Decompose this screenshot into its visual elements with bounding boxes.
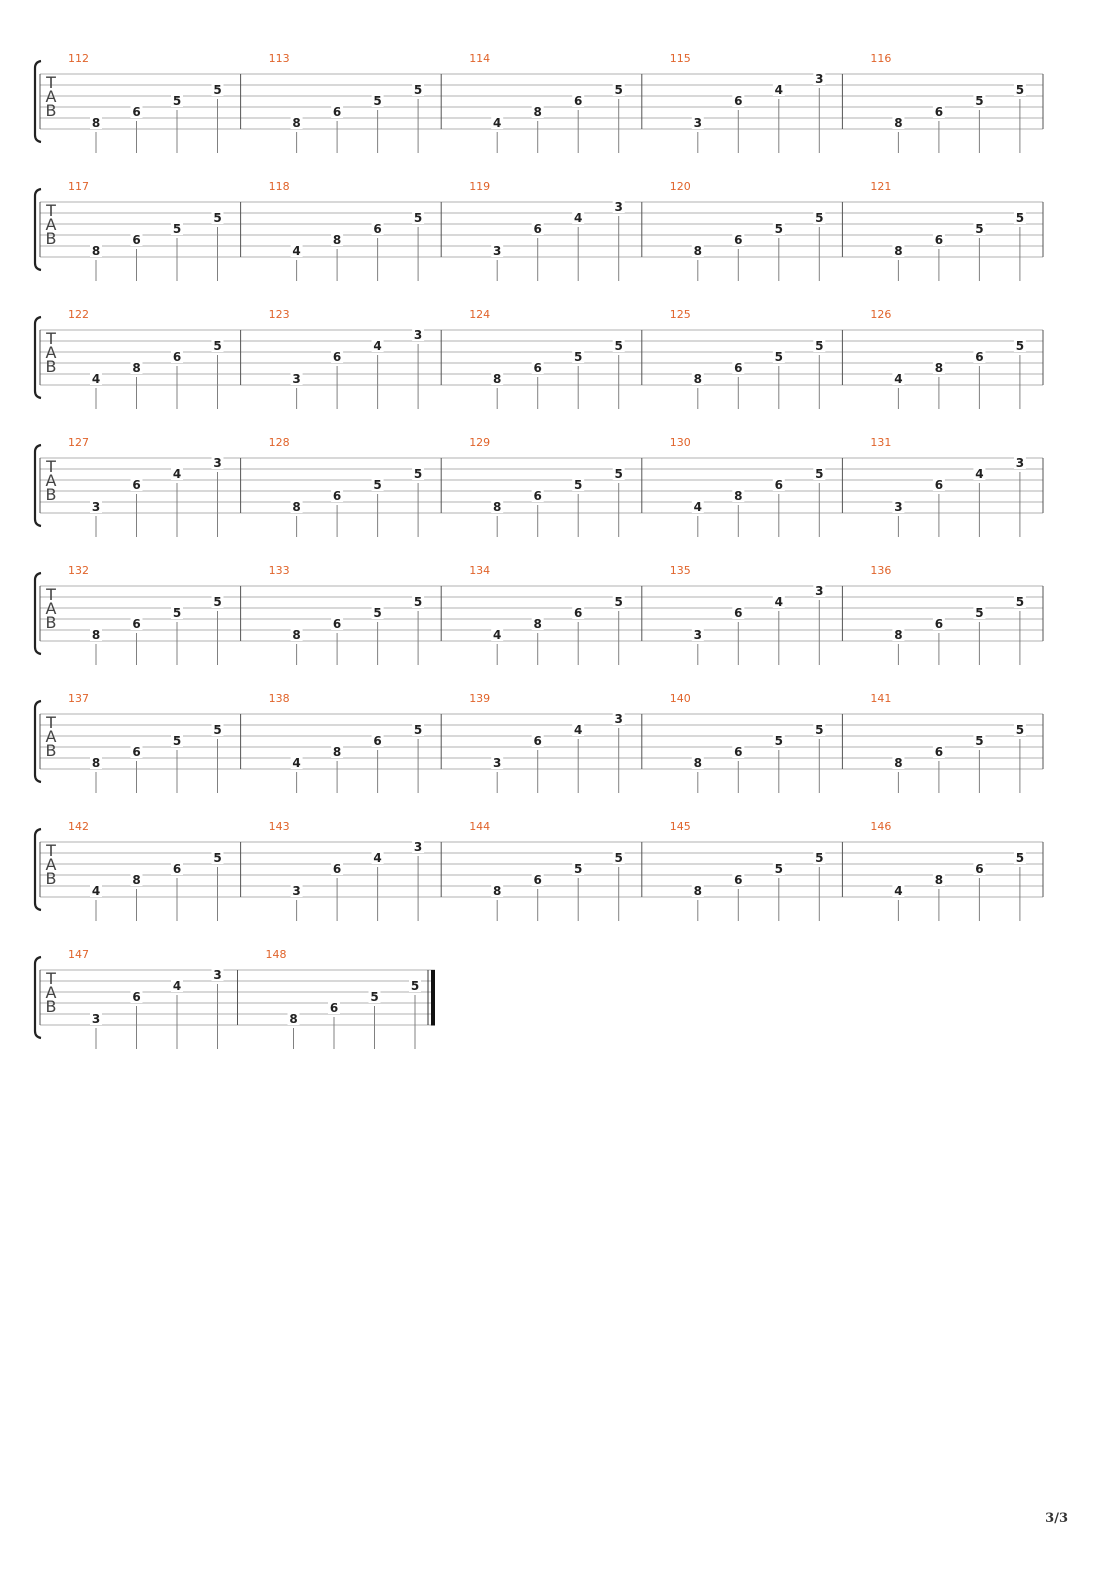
fret-number: 5 <box>774 862 783 876</box>
fret-number: 6 <box>332 350 342 364</box>
fret-number: 5 <box>413 83 423 97</box>
measure-number: 117 <box>68 180 89 193</box>
fret-number: 5 <box>373 606 382 620</box>
tab-clef-letter: T <box>46 841 56 860</box>
measure-number: 135 <box>669 564 691 577</box>
fret-number: 8 <box>693 372 702 386</box>
measure <box>870 180 1043 281</box>
fret-number: 8 <box>91 756 101 770</box>
tab-clef-letter: T <box>46 201 56 220</box>
fret-number: 6 <box>332 105 342 119</box>
fret-number: 6 <box>734 606 743 620</box>
measure <box>469 308 642 409</box>
fret-number: 6 <box>574 606 583 620</box>
tab-system <box>35 948 435 1049</box>
fret-number: 3 <box>91 1012 101 1026</box>
measure-number: 148 <box>265 948 287 961</box>
measure <box>469 564 642 665</box>
fret-number: 4 <box>172 979 182 993</box>
tab-clef-letter: B <box>45 357 57 376</box>
measure-number: 136 <box>870 564 892 577</box>
measure <box>68 948 238 1049</box>
fret-number: 5 <box>815 211 824 225</box>
tab-system <box>35 308 1043 409</box>
tab-clef-letter: A <box>45 983 57 1002</box>
fret-number: 6 <box>934 745 944 759</box>
fret-number: 5 <box>614 83 623 97</box>
fret-number: 5 <box>815 467 824 481</box>
fret-number: 6 <box>132 233 141 247</box>
fret-number: 5 <box>1015 723 1025 737</box>
fret-number: 5 <box>815 851 824 865</box>
tab-system <box>35 436 1043 537</box>
fret-number: 6 <box>734 94 743 108</box>
measure-number: 115 <box>669 52 691 65</box>
fret-number: 3 <box>614 712 623 726</box>
fret-number: 8 <box>289 1012 298 1026</box>
fret-number: 4 <box>91 884 101 898</box>
fret-number: 8 <box>894 116 903 130</box>
fret-number: 5 <box>614 339 623 353</box>
tab-system <box>35 820 1043 921</box>
fret-number: 6 <box>734 361 743 375</box>
fret-number: 5 <box>1015 595 1025 609</box>
measure <box>68 52 241 153</box>
fret-number: 6 <box>934 617 944 631</box>
measure <box>469 820 642 921</box>
fret-number: 8 <box>132 361 141 375</box>
fret-number: 8 <box>91 116 101 130</box>
fret-number: 4 <box>774 595 783 609</box>
measure <box>269 820 442 921</box>
tab-system <box>35 52 1043 153</box>
fret-number: 5 <box>774 734 783 748</box>
fret-number: 5 <box>574 350 583 364</box>
measure-number: 141 <box>870 692 892 705</box>
fret-number: 6 <box>332 862 342 876</box>
measure <box>870 692 1043 793</box>
measure-number: 121 <box>870 180 892 193</box>
fret-number: 6 <box>734 233 743 247</box>
measure <box>68 436 241 537</box>
fret-number: 4 <box>975 467 984 481</box>
fret-number: 3 <box>91 500 101 514</box>
fret-number: 4 <box>574 211 583 225</box>
fret-number: 5 <box>213 851 222 865</box>
fret-number: 6 <box>975 350 984 364</box>
fret-number: 8 <box>894 756 903 770</box>
measure-number: 146 <box>870 820 892 833</box>
fret-number: 8 <box>493 884 502 898</box>
measure-number: 130 <box>669 436 691 449</box>
measure-number: 123 <box>268 308 290 321</box>
measure <box>670 52 843 153</box>
tab-clef-letter: B <box>45 485 57 504</box>
measure-number: 125 <box>669 308 691 321</box>
fret-number: 6 <box>332 489 342 503</box>
fret-number: 6 <box>734 873 743 887</box>
fret-number: 8 <box>493 372 502 386</box>
fret-number: 5 <box>1015 211 1025 225</box>
fret-number: 5 <box>213 723 222 737</box>
measure <box>68 564 241 665</box>
fret-number: 6 <box>574 94 583 108</box>
fret-number: 6 <box>533 361 542 375</box>
fret-number: 3 <box>815 584 824 598</box>
measure-number: 132 <box>68 564 89 577</box>
fret-number: 4 <box>373 851 382 865</box>
fret-number: 5 <box>975 734 984 748</box>
fret-number: 8 <box>693 244 702 258</box>
fret-number: 3 <box>213 968 222 982</box>
tab-clef-letter: A <box>45 87 57 106</box>
fret-number: 5 <box>213 595 222 609</box>
tab-clef-letter: T <box>46 585 56 604</box>
fret-number: 4 <box>172 467 182 481</box>
fret-number: 3 <box>292 884 301 898</box>
measure <box>670 180 843 281</box>
measure <box>469 692 642 793</box>
measure <box>670 564 843 665</box>
tab-clef-letter: T <box>46 713 56 732</box>
fret-number: 3 <box>693 116 702 130</box>
tab-clef-letter: T <box>46 73 56 92</box>
fret-number: 5 <box>413 595 423 609</box>
fret-number: 4 <box>574 723 583 737</box>
fret-number: 6 <box>172 350 182 364</box>
fret-number: 8 <box>91 244 101 258</box>
fret-number: 5 <box>1015 83 1025 97</box>
measure <box>266 948 436 1049</box>
fret-number: 4 <box>493 116 502 130</box>
fret-number: 6 <box>934 478 944 492</box>
fret-number: 5 <box>172 222 182 236</box>
measure-number: 127 <box>68 436 89 449</box>
fret-number: 4 <box>894 884 903 898</box>
measure-number: 112 <box>68 52 89 65</box>
measure-number: 139 <box>469 692 491 705</box>
measure <box>670 436 843 537</box>
fret-number: 4 <box>292 244 301 258</box>
fret-number: 4 <box>373 339 382 353</box>
measure <box>269 180 442 281</box>
measure <box>469 180 642 281</box>
tab-clef-letter: A <box>45 855 57 874</box>
measure-number: 128 <box>268 436 290 449</box>
tab-clef-letter: T <box>46 329 56 348</box>
measure <box>68 308 241 409</box>
fret-number: 3 <box>1015 456 1025 470</box>
measure <box>870 52 1043 153</box>
fret-number: 6 <box>332 617 342 631</box>
measure-number: 143 <box>268 820 290 833</box>
fret-number: 4 <box>894 372 903 386</box>
fret-number: 5 <box>413 211 423 225</box>
fret-number: 6 <box>132 478 141 492</box>
fret-number: 6 <box>533 734 542 748</box>
tab-clef-letter: T <box>46 969 56 988</box>
fret-number: 8 <box>533 105 542 119</box>
fret-number: 8 <box>292 628 301 642</box>
measure-number: 131 <box>870 436 892 449</box>
fret-number: 6 <box>533 222 542 236</box>
fret-number: 6 <box>975 862 984 876</box>
measure <box>269 564 442 665</box>
fret-number: 6 <box>373 222 382 236</box>
measure-number: 144 <box>469 820 491 833</box>
fret-number: 8 <box>332 745 342 759</box>
measure <box>670 308 843 409</box>
measure <box>68 692 241 793</box>
fret-number: 3 <box>493 244 502 258</box>
tab-clef-letter: A <box>45 343 57 362</box>
measure <box>68 180 241 281</box>
fret-number: 5 <box>574 862 583 876</box>
fret-number: 5 <box>815 339 824 353</box>
measure <box>670 820 843 921</box>
fret-number: 6 <box>934 233 944 247</box>
measure <box>870 436 1043 537</box>
fret-number: 3 <box>614 200 623 214</box>
tab-clef-letter: A <box>45 215 57 234</box>
fret-number: 6 <box>774 478 783 492</box>
fret-number: 5 <box>373 94 382 108</box>
tab-clef-letter: B <box>45 101 57 120</box>
fret-number: 4 <box>493 628 502 642</box>
measure <box>269 52 442 153</box>
fret-number: 5 <box>614 851 623 865</box>
fret-number: 5 <box>815 723 824 737</box>
measure-number: 140 <box>669 692 691 705</box>
measure <box>870 820 1043 921</box>
measure-number: 129 <box>469 436 491 449</box>
fret-number: 6 <box>132 990 141 1004</box>
fret-number: 4 <box>292 756 301 770</box>
fret-number: 3 <box>213 456 222 470</box>
fret-number: 3 <box>413 840 423 854</box>
tab-clef-letter: A <box>45 727 57 746</box>
fret-number: 5 <box>774 350 783 364</box>
fret-number: 6 <box>734 745 743 759</box>
fret-number: 5 <box>213 211 222 225</box>
fret-number: 4 <box>774 83 783 97</box>
fret-number: 6 <box>934 105 944 119</box>
fret-number: 5 <box>975 606 984 620</box>
measure-number: 126 <box>870 308 892 321</box>
fret-number: 6 <box>373 734 382 748</box>
fret-number: 5 <box>172 94 182 108</box>
measure <box>269 692 442 793</box>
tab-clef-letter: B <box>45 613 57 632</box>
measure-number: 142 <box>68 820 89 833</box>
measure <box>68 820 241 921</box>
measure <box>269 308 442 409</box>
fret-number: 6 <box>132 617 141 631</box>
fret-number: 5 <box>373 478 382 492</box>
fret-number: 5 <box>213 83 222 97</box>
fret-number: 3 <box>292 372 301 386</box>
fret-number: 8 <box>132 873 141 887</box>
measure-number: 116 <box>870 52 892 65</box>
measure <box>469 52 642 153</box>
fret-number: 5 <box>614 595 623 609</box>
fret-number: 3 <box>493 756 502 770</box>
fret-number: 8 <box>934 361 944 375</box>
measure-number: 145 <box>669 820 691 833</box>
fret-number: 3 <box>894 500 903 514</box>
fret-number: 5 <box>1015 339 1025 353</box>
fret-number: 5 <box>1015 851 1025 865</box>
tab-system <box>35 692 1043 793</box>
fret-number: 4 <box>91 372 101 386</box>
measure <box>469 436 642 537</box>
fret-number: 5 <box>574 478 583 492</box>
fret-number: 5 <box>370 990 379 1004</box>
fret-number: 6 <box>533 489 542 503</box>
measure-number: 133 <box>268 564 290 577</box>
measure-number: 147 <box>68 948 89 961</box>
fret-number: 5 <box>213 339 222 353</box>
tab-clef-letter: B <box>45 997 57 1016</box>
final-barline-thick <box>431 970 435 1026</box>
measure-number: 119 <box>469 180 491 193</box>
fret-number: 8 <box>533 617 542 631</box>
fret-number: 8 <box>493 500 502 514</box>
measure-number: 120 <box>669 180 691 193</box>
tab-clef-letter: A <box>45 471 57 490</box>
tab-system <box>35 180 1043 281</box>
measure-number: 118 <box>268 180 290 193</box>
fret-number: 8 <box>693 756 702 770</box>
tab-clef-letter: A <box>45 599 57 618</box>
fret-number: 4 <box>693 500 702 514</box>
fret-number: 6 <box>132 745 141 759</box>
fret-number: 3 <box>413 328 423 342</box>
fret-number: 5 <box>614 467 623 481</box>
tab-clef-letter: B <box>45 741 57 760</box>
tab-system <box>35 564 1043 665</box>
fret-number: 5 <box>172 734 182 748</box>
measure-number: 114 <box>469 52 491 65</box>
fret-number: 5 <box>774 222 783 236</box>
fret-number: 8 <box>292 500 301 514</box>
measure <box>269 436 442 537</box>
fret-number: 8 <box>91 628 101 642</box>
measure-number: 122 <box>68 308 89 321</box>
measure <box>670 692 843 793</box>
fret-number: 8 <box>894 628 903 642</box>
fret-number: 6 <box>533 873 542 887</box>
fret-number: 8 <box>292 116 301 130</box>
fret-number: 3 <box>693 628 702 642</box>
fret-number: 3 <box>815 72 824 86</box>
fret-number: 8 <box>693 884 702 898</box>
measure-number: 137 <box>68 692 89 705</box>
measure <box>870 308 1043 409</box>
fret-number: 8 <box>894 244 903 258</box>
fret-number: 6 <box>329 1001 339 1015</box>
fret-number: 5 <box>172 606 182 620</box>
measure-number: 124 <box>469 308 491 321</box>
fret-number: 8 <box>332 233 342 247</box>
tab-clef-letter: B <box>45 869 57 888</box>
fret-number: 5 <box>410 979 420 993</box>
tab-clef-letter: T <box>46 457 56 476</box>
fret-number: 8 <box>934 873 944 887</box>
fret-number: 5 <box>413 467 423 481</box>
measure-number: 113 <box>268 52 290 65</box>
measure <box>870 564 1043 665</box>
page-number: 3/3 <box>1045 1511 1068 1526</box>
fret-number: 6 <box>172 862 182 876</box>
fret-number: 5 <box>975 222 984 236</box>
fret-number: 6 <box>132 105 141 119</box>
fret-number: 5 <box>975 94 984 108</box>
measure-number: 138 <box>268 692 290 705</box>
measure-number: 134 <box>469 564 491 577</box>
tab-clef-letter: B <box>45 229 57 248</box>
fret-number: 5 <box>413 723 423 737</box>
fret-number: 8 <box>734 489 743 503</box>
